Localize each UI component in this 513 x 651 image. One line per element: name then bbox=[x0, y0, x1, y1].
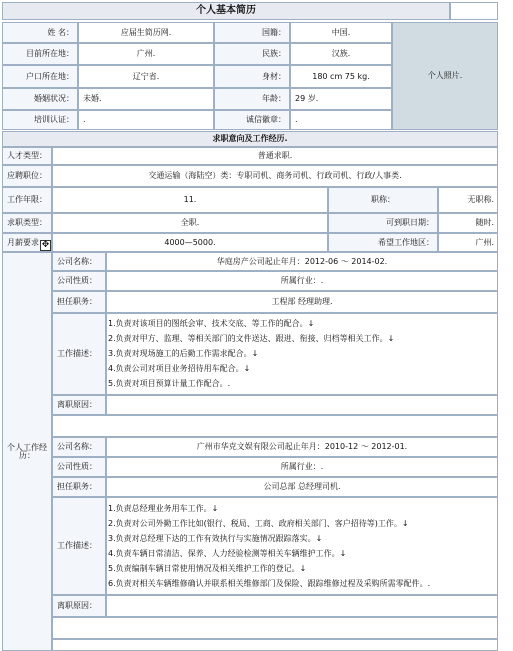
exp1-company-label: 公司名称： bbox=[52, 252, 106, 271]
credit-label: 诚信徽章： bbox=[214, 110, 290, 130]
salary-value: 4000—5000. bbox=[52, 233, 328, 252]
hukou-label: 户口所在地： bbox=[2, 65, 78, 88]
exp2-nature-label: 公司性质： bbox=[52, 457, 106, 477]
build-value: 180 cm 75 kg. bbox=[290, 65, 392, 88]
exp1-company-value: 华庭房产公司起止年月：2012-06 ～ 2014-02. bbox=[106, 252, 498, 271]
area-value: 广州. bbox=[438, 233, 498, 252]
exp1-desc-label: 工作描述： bbox=[52, 313, 106, 395]
exp1-leave-label: 离职原因： bbox=[52, 395, 106, 415]
exp2-duty-6: 6.负责对相关车辆维修确认并联系相关维修部门及保险、跟踪维修过程及采购所需零配件。. bbox=[108, 579, 431, 588]
position-value: 交通运输（海陆空）类：专职司机、商务司机、行政司机、行政/人事类. bbox=[52, 165, 498, 187]
build-label: 身材： bbox=[214, 65, 290, 88]
exp2-leave-value bbox=[106, 595, 498, 617]
training-value: . bbox=[78, 110, 214, 130]
title-value: 无职称. bbox=[438, 187, 498, 213]
exp1-duty-4: 4.负责公司对项目业务招待用车配合。↓ bbox=[108, 364, 251, 373]
exp1-duty-5: 5.负责对项目预算计量工作配合。. bbox=[108, 379, 231, 388]
credit-value: . bbox=[290, 110, 392, 130]
exp2-duty-5: 5.负责编制车辆日常使用情况及相关维护工作的登记。↓ bbox=[108, 564, 307, 573]
talent-type-value: 普通求职. bbox=[52, 147, 498, 165]
exp2-duty-1: 1.负责总经理业务用车工作。↓ bbox=[108, 504, 219, 513]
exp1-role-value: 工程部 经理助理. bbox=[106, 291, 498, 313]
intent-section-title: 求职意向及工作经历. bbox=[2, 131, 498, 147]
exp2-desc-label: 工作描述： bbox=[52, 497, 106, 595]
exp1-industry-value: 所属行业：. bbox=[106, 271, 498, 291]
ethnicity-label: 民族： bbox=[214, 43, 290, 65]
exp1-role-label: 担任职务： bbox=[52, 291, 106, 313]
age-label: 年龄： bbox=[214, 88, 290, 110]
exp2-leave-label: 离职原因： bbox=[52, 595, 106, 617]
training-label: 培训认证： bbox=[2, 110, 78, 130]
exp1-leave-value bbox=[106, 395, 498, 415]
exp2-industry-value: 所属行业：. bbox=[106, 457, 498, 477]
work-section-label: 个人工作经历： bbox=[2, 252, 52, 651]
exp1-nature-label: 公司性质： bbox=[52, 271, 106, 291]
name-label: 姓 名： bbox=[2, 22, 78, 43]
exp2-duty-3: 3.负责对总经理下达的工作有效执行与实施情况跟踪落实。↓ bbox=[108, 534, 323, 543]
exp1-duty-2: 2.负责对甲方、监理、等相关部门的文件送达、跟进、衔接、归档等相关工作。↓ bbox=[108, 334, 395, 343]
nationality-label: 国籍： bbox=[214, 22, 290, 43]
next-company-row-cut bbox=[52, 639, 498, 651]
location-label: 目前所在地： bbox=[2, 43, 78, 65]
exp-spacer-row bbox=[52, 415, 498, 437]
exp2-duty-4: 4.负责车辆日常清洁、保养、人力经验检测等相关车辆维护工作。↓ bbox=[108, 549, 347, 558]
title-label: 职称： bbox=[328, 187, 438, 213]
talent-type-label: 人才类型： bbox=[2, 147, 52, 165]
exp2-role-value: 公司总部 总经理司机. bbox=[106, 477, 498, 497]
years-label: 工作年限： bbox=[2, 187, 52, 213]
start-date-label: 可到职日期： bbox=[328, 213, 438, 233]
marital-label: 婚姻状况： bbox=[2, 88, 78, 110]
exp1-duty-3: 3.负责对现场施工的后勤工作需求配合。↓ bbox=[108, 349, 259, 358]
page-title: 个人基本简历 bbox=[2, 2, 450, 20]
exp2-company-label: 公司名称： bbox=[52, 437, 106, 457]
start-date-value: 随时. bbox=[438, 213, 498, 233]
title-spare-cell bbox=[450, 2, 498, 20]
position-label: 应聘职位： bbox=[2, 165, 52, 187]
exp2-role-label: 担任职务： bbox=[52, 477, 106, 497]
job-type-value: 全职. bbox=[52, 213, 328, 233]
exp2-duty-2: 2.负责对公司外勤工作比如(银行、税局、工商、政府相关部门、客户招待等)工作。↓ bbox=[108, 519, 409, 528]
table-move-handle-icon[interactable]: ✥ bbox=[41, 240, 50, 250]
location-value: 广州. bbox=[78, 43, 214, 65]
salary-label: 月薪要求 bbox=[2, 233, 52, 252]
ethnicity-value: 汉族. bbox=[290, 43, 392, 65]
age-value: 29 岁. bbox=[290, 88, 392, 110]
exp1-duty-1: 1.负责对该项目的图纸会审、技术交底、等工作的配合。↓ bbox=[108, 319, 315, 328]
exp2-company-value: 广州市华克文娱有限公司起止年月：2010-12 ～ 2012-01. bbox=[106, 437, 498, 457]
hukou-value: 辽宁省. bbox=[78, 65, 214, 88]
marital-value: 未婚. bbox=[78, 88, 214, 110]
exp-spacer-row-2 bbox=[52, 617, 498, 639]
name-value: 应届生简历网. bbox=[78, 22, 214, 43]
nationality-value: 中国. bbox=[290, 22, 392, 43]
job-type-label: 求职类型： bbox=[2, 213, 52, 233]
area-label: 希望工作地区： bbox=[328, 233, 438, 252]
years-value: 11. bbox=[52, 187, 328, 213]
personal-photo: 个人照片. bbox=[392, 22, 498, 130]
